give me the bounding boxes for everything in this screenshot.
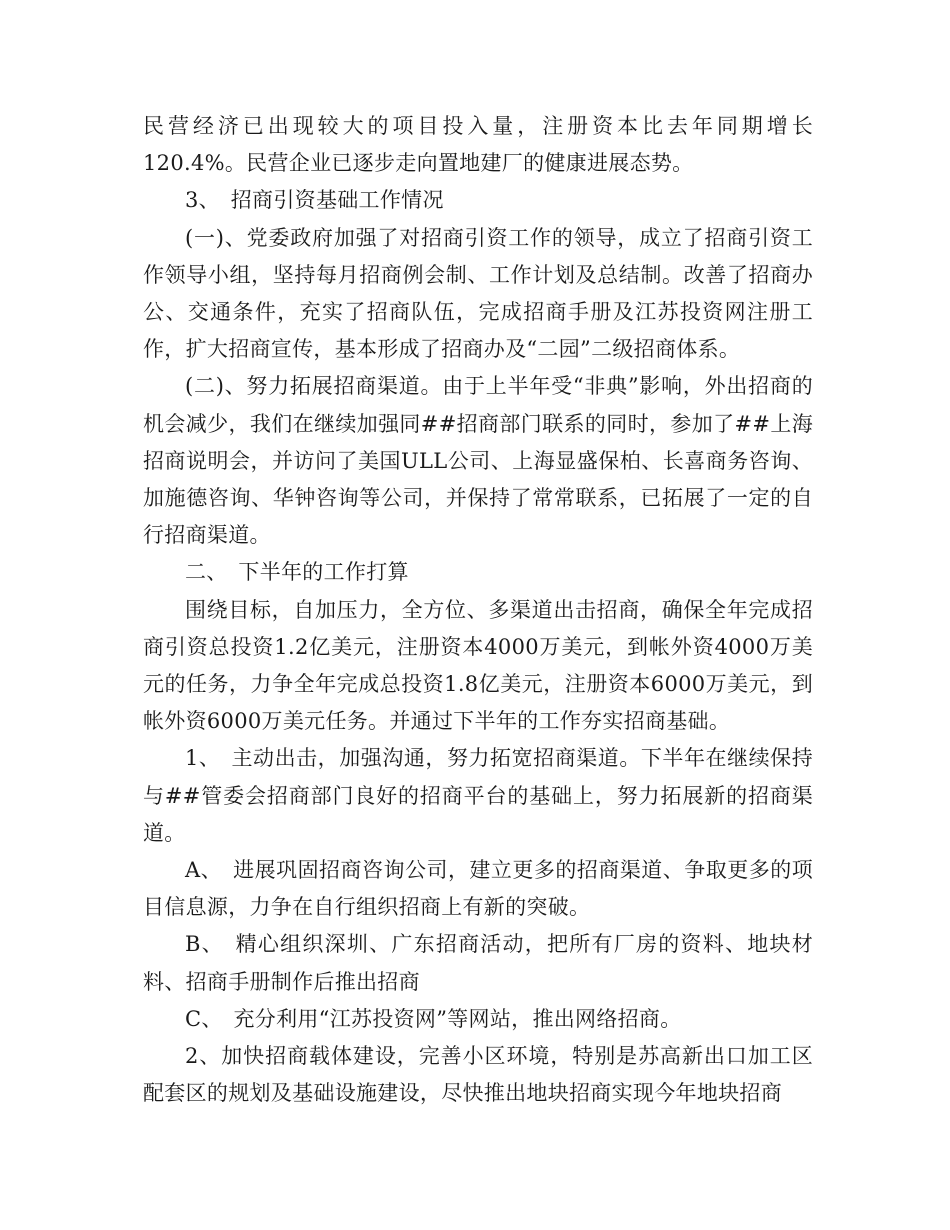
paragraph-1: 民营经济已出现较大的项目投入量，注册资本比去年同期增长120.4%。民营企业已逐步走向置地建厂的健康进展态势。 [143,114,813,176]
paragraph-6: 围绕目标，自加压力，全方位、多渠道出击招商，确保全年完成招商引资总投资1.2亿美元，注册资本4000万美元，到帐外资4000万美元的任务，力争全年完成总投资1.8亿美元，注册资本6000万美元，到帐外资6000万美元任务。并通过下半年的工作夯实招商基础。 [143,597,813,734]
paragraph-5-heading: 二、 下半年的工作打算 [185,560,409,585]
paragraph-11: 2、加快招商载体建设，完善小区环境，特别是苏高新出口加工区配套区的规划及基础设施建设，尽快推出地块招商实现今年地块招商 [143,1044,813,1106]
paragraph-7: 1、 主动出击，加强沟通，努力拓宽招商渠道。下半年在继续保持与##管委会招商部门良好的招商平台的基础上，努力拓展新的招商渠道。 [143,746,813,845]
paragraph-9: B、 精心组织深圳、广东招商活动，把所有厂房的资料、地块材料、招商手册制作后推出招商 [143,932,813,994]
document-body [143,108,813,1112]
paragraph-2-heading: 3、 招商引资基础工作情况 [185,188,444,213]
paragraph-3: (一)、党委政府加强了对招商引资工作的领导，成立了招商引资工作领导小组，坚持每月招商例会制、工作计划及总结制。改善了招商办公、交通条件，充实了招商队伍，完成招商手册及江苏投资网注册工作，扩大招商宣传，基本形成了招商办及“二园”二级招商体系。 [143,225,813,362]
paragraph-10: C、 充分利用“江苏投资网”等网站，推出网络招商。 [185,1006,682,1031]
paragraph-4: (二)、努力拓展招商渠道。由于上半年受“非典”影响，外出招商的机会减少，我们在继续加强同##招商部门联系的同时，参加了##上海招商说明会，并访问了美国ULL公司、上海显盛保柏、长喜商务咨询、加施德咨询、华钟咨询等公司，并保持了常常联系，已拓展了一定的自行招商渠道。 [143,374,813,548]
paragraph-8: A、 进展巩固招商咨询公司，建立更多的招商渠道、争取更多的项目信息源，力争在自行组织招商上有新的突破。 [143,858,813,920]
